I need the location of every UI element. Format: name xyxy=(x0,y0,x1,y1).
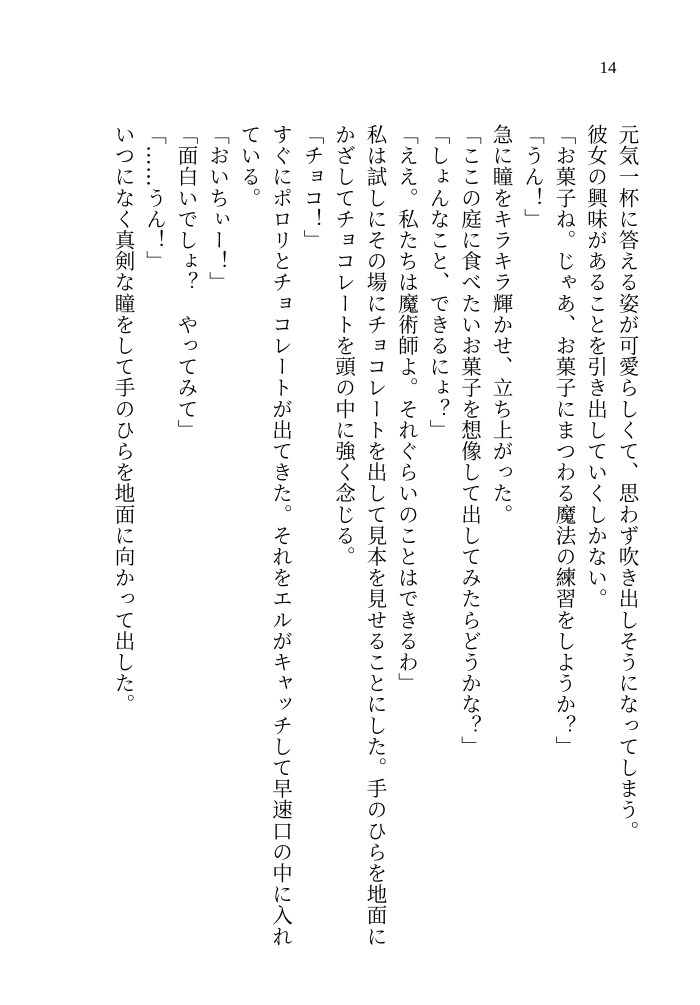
text-line-5: 急に瞳をキラキラ輝かせ、立ち上がった。 xyxy=(489,124,513,525)
vertical-text-body xyxy=(107,124,643,954)
text-line-7: 「しょんなこと、できるにょ？」 xyxy=(426,124,450,441)
text-line-17: いつになく真剣な瞳をして手のひらを地面に向かって出した。 xyxy=(111,124,135,715)
text-line-8: 「ええ。私たちは魔術師よ。それぐらいのことはできるわ」 xyxy=(394,124,419,694)
text-line-9: 私は試しにその場にチョコレートを出して見本を見せることにした。手のひらを地面に xyxy=(363,124,387,947)
text-line-14: 「おいちぃー！」 xyxy=(205,124,230,293)
page-number: 14 xyxy=(599,58,617,77)
text-line-13: ている。 xyxy=(237,124,261,209)
text-line-1: 元気一杯に答える姿が可愛らしくて、思わず吹き出しそうになってしまう。 xyxy=(615,124,639,842)
text-line-10: かざしてチョコレートを頭の中に強く念じる。 xyxy=(331,124,356,568)
text-line-16: 「……うん！」 xyxy=(142,124,167,272)
text-line-12: すぐにポロリとチョコレートが出てきた。それをエルがキャッチして早速口の中に入れ xyxy=(268,124,293,947)
text-line-3: 「お菓子ね。じゃあ、お菓子にまつわる魔法の練習をしようか？」 xyxy=(552,124,576,757)
text-line-2: 彼女の興味があることを引き出していくしかない。 xyxy=(583,124,608,610)
text-line-15: 「面白いでしょ？ やってみて」 xyxy=(174,124,198,441)
text-line-6: 「ここの庭に食べたいお菓子を想像して出してみたらどうかな？」 xyxy=(457,124,482,757)
text-line-4: 「うん！」 xyxy=(520,124,545,230)
text-line-11: 「チョコ！」 xyxy=(300,124,324,251)
